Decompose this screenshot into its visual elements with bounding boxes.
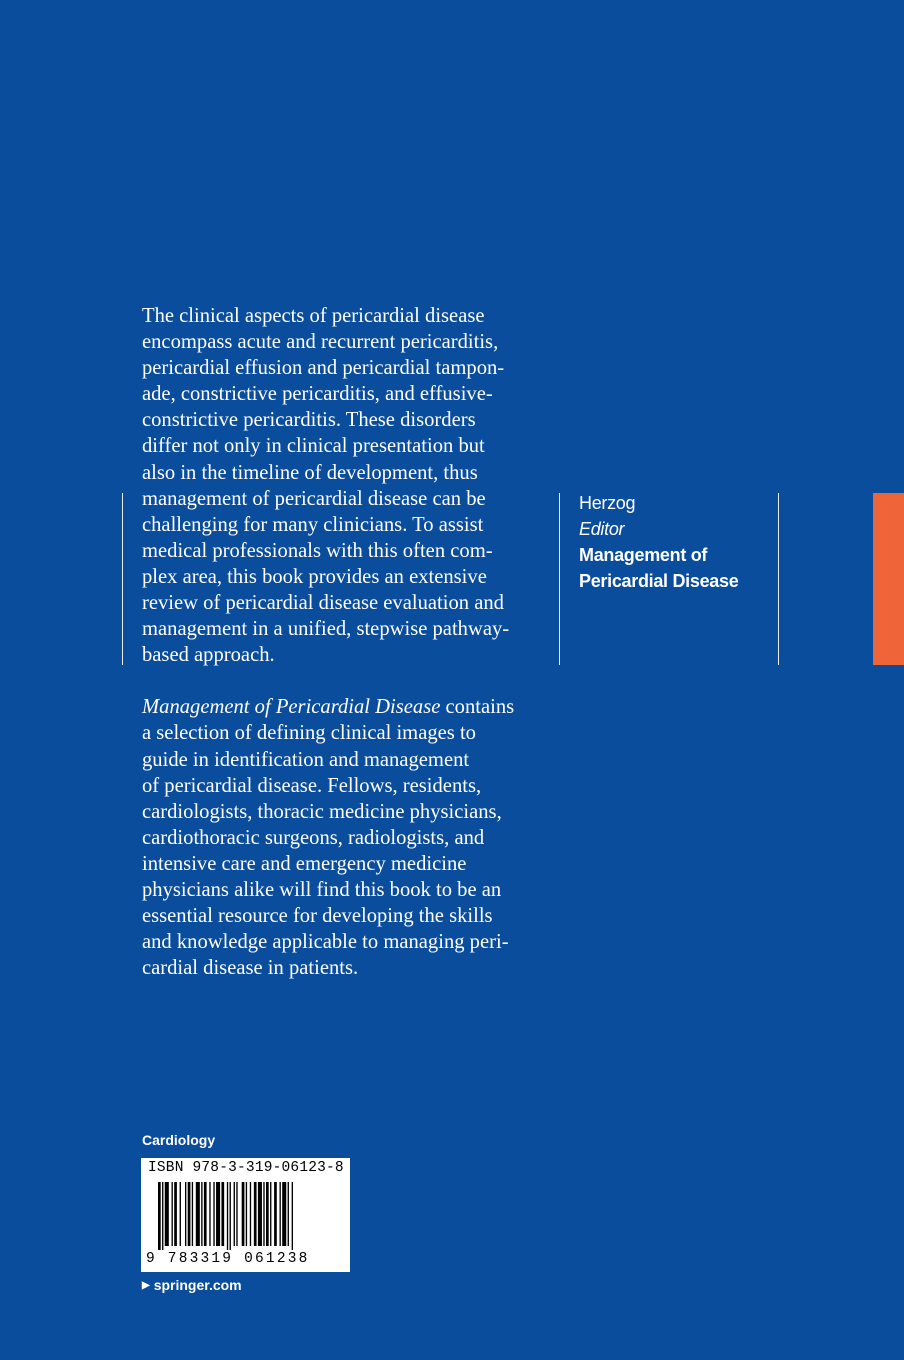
barcode-bar (174, 1182, 177, 1246)
blurb-paragraph-2-text: contains a selection of defining clinical images to guide in identification and management of pericardial disease. Fellows, residents, cardiologists, thoracic medicine physicians, cardiothoracic surgeons, radiologists, and intensive care and emergency medicine physicians alike will find this book to be an essential resource for developing the skills and knowledge applicable to managing peri- cardial disease in patients. (142, 696, 515, 980)
isbn-text: ISBN 978-3-319-06123-8 (148, 1160, 344, 1176)
barcode-bar (180, 1182, 181, 1246)
barcode-bar (288, 1182, 289, 1246)
barcode-bar (230, 1182, 231, 1250)
barcode-bar (234, 1182, 235, 1246)
spine-info (579, 490, 738, 594)
divider-line-spine-left (559, 493, 560, 665)
barcode-bar (227, 1182, 228, 1250)
barcode-bar (172, 1182, 173, 1246)
divider-line-spine-right (778, 493, 779, 665)
barcode-bar (158, 1182, 161, 1250)
barcode-bar (250, 1182, 251, 1246)
barcode-bar (254, 1182, 257, 1246)
barcode-bar (263, 1182, 264, 1246)
back-cover-blurb (142, 303, 552, 981)
barcode-bar (221, 1182, 224, 1246)
website-link[interactable] (142, 1277, 242, 1293)
isbn-digits: 9 783319 061238 (146, 1251, 310, 1267)
barcode-bar (165, 1182, 169, 1246)
divider-line-left (122, 493, 123, 665)
barcode-bar (266, 1182, 269, 1246)
blurb-paragraph-2 (142, 694, 552, 981)
barcode-bar (196, 1182, 200, 1246)
barcode-bar (274, 1182, 277, 1246)
blurb-book-title: Management of Pericardial Disease (142, 696, 441, 719)
barcode-bar (188, 1182, 191, 1246)
barcode-bar (246, 1182, 247, 1246)
isbn-barcode (141, 1158, 350, 1272)
barcode-bars (158, 1182, 338, 1250)
barcode-bar (213, 1182, 214, 1246)
barcode-bar (185, 1182, 186, 1246)
blurb-paragraph-1: The clinical aspects of pericardial disease encompass acute and recurrent pericarditis, pericardial effusion and pericardial tampon- ade, constrictive pericarditis, and effusive- constrictive pericarditis. These disorders differ not only in clinical presentation but also in the timeline of development, thus management of pericardial disease can be challenging for many clinicians. To assist medical professionals with this often com- plex area, this book provides an extensive review of pericardial disease evaluation and management in a unified, stepwise pathway- based approach. (142, 305, 510, 667)
barcode-bar (216, 1182, 220, 1246)
barcode-bar (258, 1182, 262, 1246)
category-label: Cardiology (142, 1132, 216, 1148)
barcode-bar (162, 1182, 163, 1250)
barcode-bar (201, 1182, 202, 1246)
barcode-bar (209, 1182, 210, 1246)
accent-tab (873, 493, 904, 665)
arrow-right-icon: ▶ (142, 1279, 150, 1291)
barcode-bar (280, 1182, 281, 1246)
author-name: Herzog (579, 493, 636, 513)
barcode-bar (292, 1182, 293, 1250)
barcode-bar (270, 1182, 271, 1246)
barcode-bar (242, 1182, 245, 1246)
barcode-bar (282, 1182, 286, 1246)
barcode-bar (236, 1182, 237, 1246)
barcode-bar (192, 1182, 193, 1246)
barcode-bar (204, 1182, 207, 1246)
book-title: Management of Pericardial Disease (579, 545, 739, 591)
editor-role: Editor (579, 519, 625, 539)
website-text: springer.com (153, 1277, 242, 1293)
